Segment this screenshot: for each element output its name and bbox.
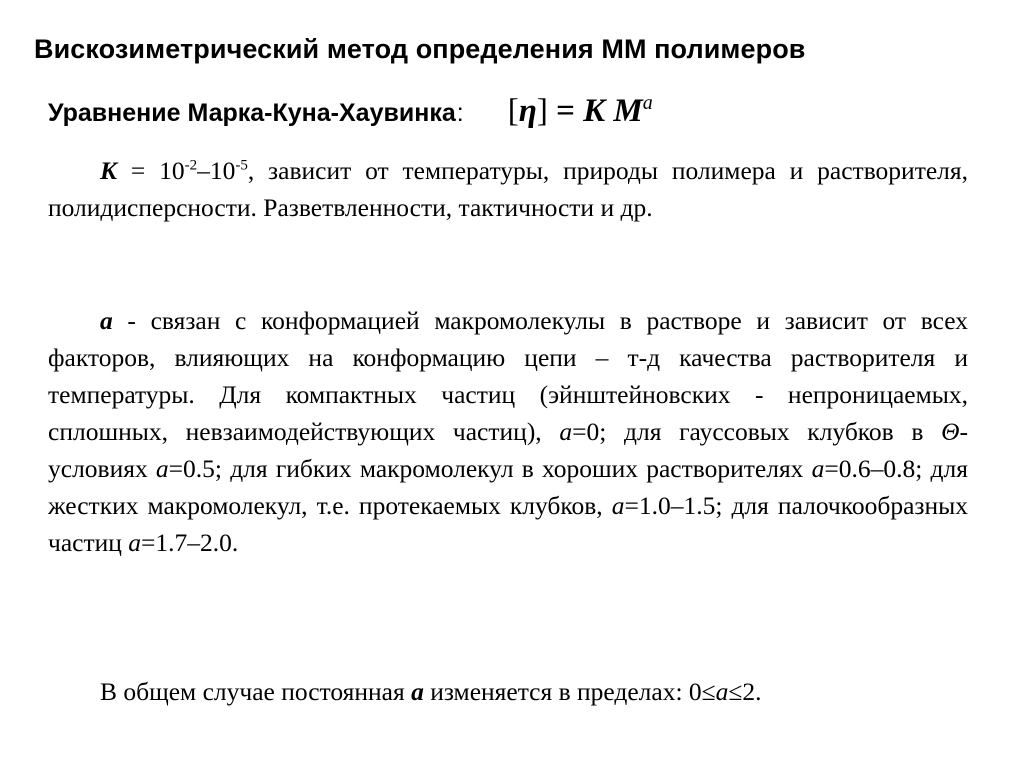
summary-symbol-2: a (715, 677, 729, 706)
a-var-4: a (611, 491, 625, 520)
formula-exponent: a (642, 92, 653, 114)
a-text-6: =1.0–1.5; для палочкообразных частиц (48, 491, 968, 557)
formula-equals: = (547, 93, 584, 129)
a-text-3: -условиях (48, 417, 968, 483)
summary-text-1: В общем случае постоянная (100, 677, 412, 706)
a-var-5: a (128, 528, 142, 557)
a-text-4: =0.5; для гибких макромолекул в хороших растворителях (168, 454, 812, 483)
equation-line (48, 93, 653, 130)
equation-formula (508, 93, 653, 129)
k-base1: 10 (159, 156, 185, 185)
k-base2: 10 (209, 156, 236, 185)
theta-symbol: Θ (941, 417, 960, 446)
formula-M: M (613, 93, 643, 129)
summary-text-3: ≤2. (728, 677, 762, 706)
k-symbol: K (100, 156, 118, 185)
formula-eta: η (518, 93, 537, 129)
equation-colon: : (456, 99, 464, 127)
formula-right-bracket: ] (536, 93, 548, 129)
summary-text-2: изменяется в пределах: 0≤ (423, 677, 716, 706)
k-exp1: -2 (184, 157, 198, 174)
a-var-3: a (811, 454, 825, 483)
k-equals: = (117, 156, 160, 185)
slide-title: Вискозиметрический метод определения ММ полимеров (34, 34, 806, 64)
k-text: , зависит от температуры, природы полимера и растворителя, полидисперсности. Разветвленности, тактичности и др. (48, 156, 968, 222)
k-dash: – (197, 156, 210, 185)
paragraph-a (48, 302, 968, 561)
paragraph-k (48, 152, 968, 226)
a-symbol: a (100, 306, 113, 335)
a-var-1: a (559, 417, 573, 446)
formula-K: K (583, 93, 606, 129)
a-text-7: =1.7–2.0. (141, 528, 239, 557)
equation-label: Уравнение Марка-Куна-Хаувинка (48, 99, 456, 127)
a-text-5: =0.6–0.8; для жестких макромолекул, т.е. протекаемых клубков, (48, 454, 968, 520)
k-exp2: -5 (235, 157, 248, 174)
summary-symbol: a (411, 677, 424, 706)
a-text-1: - связан с конформацией макромолекулы в растворе и зависит от всех факторов, влияющих на конформацию цепи – т-д качества растворителя и температуры. Для компактных частиц (эйнштейновских - непроницаемых, сплошных, невзаимодействующих частиц), (48, 306, 968, 446)
a-var-2: a (155, 454, 169, 483)
formula-left-bracket: [ (507, 93, 519, 129)
a-text-2: =0; для гауссовых клубков в (572, 417, 942, 446)
summary-line (48, 673, 968, 710)
